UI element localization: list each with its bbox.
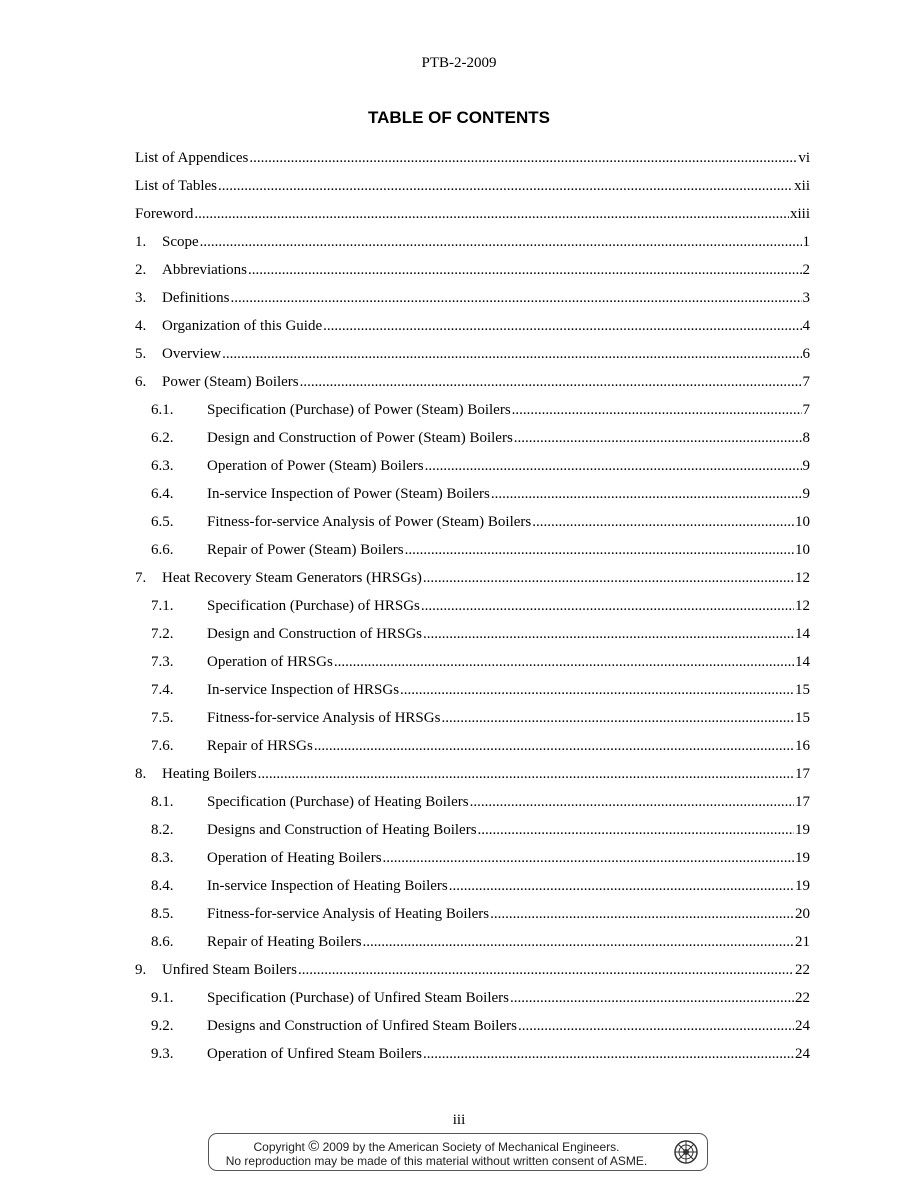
- copyright-text: 2009 by the American Society of Mechanical Engineers.: [322, 1140, 620, 1154]
- copyright-symbol: ©: [308, 1138, 320, 1155]
- toc-entry[interactable]: [135, 174, 810, 202]
- toc-list: [135, 146, 810, 1070]
- toc-entry-page: 1: [802, 234, 810, 250]
- toc-entry-number: 9.3.: [151, 1046, 174, 1062]
- toc-entry[interactable]: [135, 678, 810, 706]
- copyright-line-1: [209, 1138, 664, 1155]
- toc-leader-dots: [218, 174, 793, 198]
- toc-entry-title: Fitness-for-service Analysis of Heating Boilers: [207, 906, 490, 922]
- toc-entry-number: 9.2.: [151, 1018, 174, 1034]
- toc-entry[interactable]: [135, 426, 810, 454]
- toc-entry-number: 8.1.: [151, 794, 174, 810]
- toc-entry-title: Abbreviations: [162, 262, 247, 278]
- toc-entry-number: 9.1.: [151, 990, 174, 1006]
- toc-entry-title: Specification (Purchase) of HRSGs: [207, 598, 420, 614]
- toc-leader-dots: [423, 622, 794, 646]
- toc-entry-page: vi: [798, 150, 810, 166]
- toc-entry-title: List of Tables: [135, 178, 217, 194]
- toc-leader-dots: [222, 342, 801, 366]
- copyright-line-2: No reproduction may be made of this material without written consent of ASME.: [225, 1154, 648, 1168]
- toc-leader-dots: [425, 454, 802, 478]
- toc-leader-dots: [441, 706, 794, 730]
- toc-entry-number: 6.2.: [151, 430, 174, 446]
- toc-entry-page: 12: [795, 570, 810, 586]
- toc-entry-title: Overview: [162, 346, 222, 362]
- toc-entry-title: Heat Recovery Steam Generators (HRSGs): [162, 570, 422, 586]
- toc-entry-page: xii: [794, 178, 810, 194]
- toc-leader-dots: [518, 1014, 794, 1038]
- toc-entry-number: 6.5.: [151, 514, 174, 530]
- toc-entry-page: 10: [795, 542, 810, 558]
- toc-entry[interactable]: [135, 818, 810, 846]
- toc-entry-title: Operation of HRSGs: [207, 654, 333, 670]
- toc-entry[interactable]: [135, 286, 810, 314]
- toc-entry-page: 9: [802, 458, 810, 474]
- toc-leader-dots: [323, 314, 801, 338]
- toc-leader-dots: [334, 650, 794, 674]
- toc-entry-number: 7.2.: [151, 626, 174, 642]
- toc-entry-page: 3: [802, 290, 810, 306]
- toc-entry-title: Fitness-for-service Analysis of HRSGs: [207, 710, 441, 726]
- toc-entry-title: Repair of HRSGs: [207, 738, 313, 754]
- toc-entry-number: 2.: [135, 262, 147, 278]
- toc-entry-number: 7.1.: [151, 598, 174, 614]
- copyright-label: Copyright: [253, 1140, 305, 1154]
- toc-entry-title: Specification (Purchase) of Power (Steam) Boilers: [207, 402, 511, 418]
- toc-entry-title: Designs and Construction of Heating Boilers: [207, 822, 477, 838]
- toc-leader-dots: [421, 594, 794, 618]
- toc-entry-page: 19: [795, 878, 810, 894]
- toc-leader-dots: [383, 846, 794, 870]
- toc-leader-dots: [363, 930, 794, 954]
- toc-leader-dots: [449, 874, 794, 898]
- toc-entry-page: 20: [795, 906, 810, 922]
- toc-entry-number: 7.: [135, 570, 147, 586]
- toc-entry-number: 7.5.: [151, 710, 174, 726]
- toc-entry-number: 4.: [135, 318, 147, 334]
- toc-entry-title: Repair of Power (Steam) Boilers: [207, 542, 404, 558]
- toc-leader-dots: [258, 762, 794, 786]
- toc-entry[interactable]: [135, 622, 810, 650]
- toc-leader-dots: [423, 1042, 794, 1066]
- toc-entry-number: 7.4.: [151, 682, 174, 698]
- toc-leader-dots: [423, 566, 794, 590]
- asme-logo-icon: [673, 1139, 699, 1165]
- toc-entry-number: 5.: [135, 346, 147, 362]
- toc-entry[interactable]: [135, 1042, 810, 1070]
- toc-entry[interactable]: [135, 538, 810, 566]
- toc-entry-page: 14: [795, 654, 810, 670]
- toc-entry-page: 7: [802, 402, 810, 418]
- toc-entry-page: 17: [795, 766, 810, 782]
- toc-entry[interactable]: [135, 930, 810, 958]
- toc-entry[interactable]: [135, 510, 810, 538]
- toc-entry-page: 22: [795, 962, 810, 978]
- page-number: iii: [452, 1112, 466, 1128]
- toc-leader-dots: [200, 230, 802, 254]
- toc-entry-title: Scope: [162, 234, 199, 250]
- toc-entry-number: 8.: [135, 766, 147, 782]
- toc-leader-dots: [510, 986, 794, 1010]
- toc-entry-title: Designs and Construction of Unfired Steam Boilers: [207, 1018, 517, 1034]
- toc-entry-page: 8: [802, 430, 810, 446]
- toc-entry-page: 15: [795, 682, 810, 698]
- toc-entry-page: 7: [802, 374, 810, 390]
- toc-entry-title: Unfired Steam Boilers: [162, 962, 297, 978]
- toc-entry-title: Operation of Heating Boilers: [207, 850, 382, 866]
- toc-entry[interactable]: [135, 202, 810, 230]
- toc-entry-title: Foreword: [135, 206, 194, 222]
- toc-entry[interactable]: [135, 146, 810, 174]
- toc-entry-page: 4: [802, 318, 810, 334]
- toc-entry-number: 3.: [135, 290, 147, 306]
- toc-entry-page: 19: [795, 822, 810, 838]
- toc-entry-page: 17: [795, 794, 810, 810]
- toc-entry-number: 8.6.: [151, 934, 174, 950]
- toc-entry[interactable]: [135, 986, 810, 1014]
- toc-entry-number: 8.5.: [151, 906, 174, 922]
- toc-entry-title: Operation of Power (Steam) Boilers: [207, 458, 424, 474]
- toc-leader-dots: [248, 258, 802, 282]
- toc-entry-page: 10: [795, 514, 810, 530]
- toc-entry-page: 12: [795, 598, 810, 614]
- toc-entry-page: 24: [795, 1046, 810, 1062]
- toc-entry-page: 9: [802, 486, 810, 502]
- toc-entry[interactable]: [135, 398, 810, 426]
- toc-entry-title: Repair of Heating Boilers: [207, 934, 362, 950]
- toc-entry-page: 14: [795, 626, 810, 642]
- toc-entry-number: 1.: [135, 234, 147, 250]
- toc-leader-dots: [194, 202, 789, 226]
- toc-entry-number: 6.6.: [151, 542, 174, 558]
- toc-leader-dots: [298, 958, 794, 982]
- toc-entry-number: 6.: [135, 374, 147, 390]
- toc-entry-title: Fitness-for-service Analysis of Power (Steam) Boilers: [207, 514, 532, 530]
- toc-entry-title: Operation of Unfired Steam Boilers: [207, 1046, 422, 1062]
- toc-entry[interactable]: [135, 230, 810, 258]
- toc-entry-page: 15: [795, 710, 810, 726]
- toc-entry-title: Definitions: [162, 290, 230, 306]
- toc-entry-title: Specification (Purchase) of Heating Boilers: [207, 794, 469, 810]
- toc-entry[interactable]: [135, 566, 810, 594]
- toc-leader-dots: [314, 734, 794, 758]
- toc-entry-title: Organization of this Guide: [162, 318, 323, 334]
- toc-entry-page: 2: [802, 262, 810, 278]
- toc-leader-dots: [491, 482, 802, 506]
- toc-entry[interactable]: [135, 706, 810, 734]
- toc-entry[interactable]: [135, 594, 810, 622]
- toc-entry[interactable]: [135, 958, 810, 986]
- page-title: TABLE OF CONTENTS: [368, 108, 550, 127]
- toc-entry-title: Specification (Purchase) of Unfired Steam Boilers: [207, 990, 509, 1006]
- toc-entry-title: In-service Inspection of Heating Boilers: [207, 878, 448, 894]
- toc-entry[interactable]: [135, 314, 810, 342]
- toc-leader-dots: [470, 790, 794, 814]
- toc-entry-number: 8.3.: [151, 850, 174, 866]
- toc-leader-dots: [512, 398, 802, 422]
- copyright-notice: [208, 1133, 708, 1171]
- toc-entry-number: 6.3.: [151, 458, 174, 474]
- toc-entry-page: 19: [795, 850, 810, 866]
- toc-entry-title: Heating Boilers: [162, 766, 257, 782]
- document-id: PTB-2-2009: [421, 55, 497, 71]
- toc-entry-page: 21: [795, 934, 810, 950]
- toc-entry-page: xiii: [789, 206, 810, 222]
- toc-entry-number: 7.3.: [151, 654, 174, 670]
- toc-entry[interactable]: [135, 1014, 810, 1042]
- toc-entry[interactable]: [135, 454, 810, 482]
- toc-entry-page: 6: [802, 346, 810, 362]
- toc-entry[interactable]: [135, 734, 810, 762]
- toc-entry[interactable]: [135, 258, 810, 286]
- toc-leader-dots: [249, 146, 797, 170]
- toc-entry[interactable]: [135, 762, 810, 790]
- toc-entry-number: 6.1.: [151, 402, 174, 418]
- toc-entry-title: In-service Inspection of Power (Steam) Boilers: [207, 486, 490, 502]
- toc-entry[interactable]: [135, 874, 810, 902]
- toc-leader-dots: [514, 426, 802, 450]
- toc-leader-dots: [532, 510, 794, 534]
- toc-entry[interactable]: [135, 902, 810, 930]
- toc-entry[interactable]: [135, 846, 810, 874]
- toc-entry-page: 22: [795, 990, 810, 1006]
- toc-entry-title: Power (Steam) Boilers: [162, 374, 299, 390]
- toc-entry-title: Design and Construction of Power (Steam) Boilers: [207, 430, 513, 446]
- toc-entry-number: 6.4.: [151, 486, 174, 502]
- toc-leader-dots: [400, 678, 794, 702]
- toc-entry-number: 9.: [135, 962, 147, 978]
- toc-entry[interactable]: [135, 370, 810, 398]
- toc-leader-dots: [300, 370, 802, 394]
- toc-entry-number: 8.2.: [151, 822, 174, 838]
- toc-leader-dots: [231, 286, 802, 310]
- toc-entry[interactable]: [135, 342, 810, 370]
- toc-leader-dots: [490, 902, 794, 926]
- toc-entry-title: In-service Inspection of HRSGs: [207, 682, 400, 698]
- toc-entry-page: 24: [795, 1018, 810, 1034]
- toc-entry[interactable]: [135, 482, 810, 510]
- toc-entry[interactable]: [135, 790, 810, 818]
- toc-entry[interactable]: [135, 650, 810, 678]
- toc-entry-number: 8.4.: [151, 878, 174, 894]
- toc-entry-page: 16: [795, 738, 810, 754]
- toc-leader-dots: [405, 538, 794, 562]
- toc-entry-number: 7.6.: [151, 738, 174, 754]
- toc-leader-dots: [478, 818, 794, 842]
- toc-entry-title: List of Appendices: [135, 150, 249, 166]
- toc-entry-title: Design and Construction of HRSGs: [207, 626, 422, 642]
